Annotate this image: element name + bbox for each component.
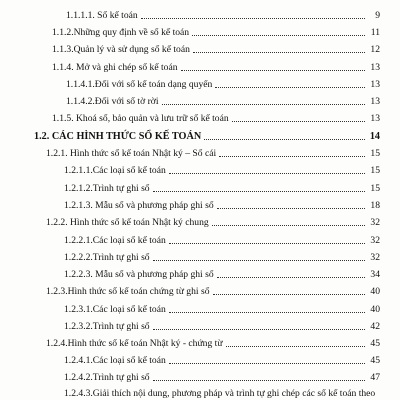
dot-leader: [153, 380, 365, 381]
toc-entry-page: 14: [369, 130, 380, 142]
toc-entry-1-2-4-2: [64, 370, 380, 384]
toc-entry-page: 9: [375, 9, 380, 21]
dot-leader: [217, 208, 365, 209]
toc-entry-page: 45: [370, 338, 380, 349]
toc-entry-label: 1.2.4.2.Trình tự ghi sổ: [64, 372, 150, 383]
toc-entry-page: 32: [370, 217, 380, 229]
toc-entry-1-2-3-1: [64, 302, 380, 316]
dot-leader: [153, 191, 365, 192]
toc-entry-1-1-4-2: [66, 94, 380, 108]
toc-entry-1-2-1-1: [64, 163, 380, 177]
toc-entry-label: 1.2.4.Hình thức sổ kế toán Nhật ký - chứng từ: [46, 338, 223, 349]
toc-entry-label: 1.2.3.2.Trình tự ghi sổ: [64, 321, 150, 332]
dot-leader: [213, 294, 366, 295]
toc-entry-label: 1.2.3.1.Các loại sổ kế toán: [64, 303, 166, 315]
toc-entry-1-2-2-3: [64, 267, 380, 281]
toc-entry-label: 1.1.1.1. Sổ kế toán: [66, 9, 138, 21]
toc-entry-label: 1.1.3.Quản lý và sử dụng sổ kế toán: [52, 44, 190, 56]
toc-entry-page: 32: [370, 251, 380, 263]
toc-entry-label: 1.1.4.1.Đối với sổ kế toán dạng quyển: [66, 78, 213, 90]
dot-leader: [141, 18, 365, 19]
toc-entry-label: 1.2.4.1.Các loại sổ kế toán: [64, 355, 166, 366]
toc-entry-page: 11: [370, 26, 380, 38]
dot-leader: [226, 346, 365, 347]
toc-entry-label: 1.2.1.2.Trình tự ghi sổ: [64, 182, 150, 194]
toc-entry-1-2-1-2: [64, 181, 380, 195]
toc-entry-label: 1.2.1. Hình thức sổ kế toán Nhật ký – Sổ cái: [46, 148, 217, 159]
toc-entry-1-2-2-2: [64, 250, 380, 264]
toc-entry-label: 1.2.2. Hình thức sổ kế toán Nhật ký chung: [46, 217, 209, 229]
toc-entry-1-2-3: [46, 284, 380, 298]
toc-entry-label: 1.2.4.3.Giải thích nội dung, phương pháp và trình tự ghi chép các sổ kế toán theo: [64, 388, 376, 399]
dot-leader: [153, 260, 365, 261]
toc-entry-1-2-2: [46, 215, 380, 229]
dot-leader: [193, 52, 365, 53]
toc-entry-page: 15: [370, 148, 380, 159]
toc-entry-page: 40: [370, 303, 380, 315]
toc-entry-1-2-3-2: [64, 319, 380, 333]
toc-entry-label: 1.2.1.3. Mẫu sổ và phương pháp ghi sổ: [64, 199, 214, 211]
toc-entry-label: 1.2.1.1.Các loại sổ kế toán: [64, 165, 166, 177]
toc-entry-page: 18: [370, 199, 380, 211]
toc-entry-page: 40: [370, 286, 380, 298]
dot-leader: [162, 104, 365, 105]
toc-entry-page: 13: [370, 78, 380, 90]
toc-entry-1-1-4-1: [66, 77, 380, 91]
dot-leader: [232, 121, 365, 122]
toc-entry-1-2-1-3: [64, 198, 380, 212]
toc-entry-page: 12: [370, 44, 380, 56]
dot-leader: [212, 225, 365, 226]
toc-entry-1-2-1: [46, 146, 380, 160]
toc-entry-page: 15: [370, 165, 380, 177]
toc-entry-page: 13: [370, 113, 380, 125]
dot-leader: [192, 35, 365, 36]
toc-entry-label: 1.1.5. Khoá sổ, bảo quản và lưu trữ sổ kế toán: [52, 113, 229, 125]
dot-leader: [169, 173, 365, 174]
dot-leader: [169, 363, 365, 364]
toc-entry-1-1-1-1: [66, 8, 380, 22]
toc-entry-page: 47: [370, 372, 380, 383]
dot-leader: [169, 243, 365, 244]
toc-entry-label: 1.1.4. Mở và ghi chép sổ kế toán: [52, 61, 178, 73]
toc-entry-label: 1.2.2.1.Các loại sổ kế toán: [64, 234, 166, 246]
toc-entry-1-2-4-3: [64, 386, 392, 400]
toc-entry-page: 15: [370, 182, 380, 194]
dot-leader: [219, 156, 365, 157]
toc-entry-1-2-4: [46, 336, 380, 350]
toc-entry-1-1-4: [52, 60, 380, 74]
toc-entry-page: 45: [370, 355, 380, 366]
toc-entry-page: 42: [370, 321, 380, 332]
toc-entry-page: 13: [370, 61, 380, 73]
toc-entry-1-2-heading: [34, 129, 380, 143]
toc-entry-page: 32: [370, 234, 380, 246]
dot-leader: [217, 277, 365, 278]
toc-entry-label: 1.1.4.2.Đối với sổ tờ rời: [66, 96, 159, 108]
toc-entry-label: 1.2.2.2.Trình tự ghi sổ: [64, 251, 150, 263]
toc-entry-label: 1.2. CÁC HÌNH THỨC SỔ KẾ TOÁN: [34, 130, 202, 142]
toc-entry-1-1-5: [52, 111, 380, 125]
toc-entry-page: 13: [370, 96, 380, 108]
toc-entry-label: 1.1.2.Những quy định về sổ kế toán: [52, 26, 190, 38]
dot-leader: [204, 139, 365, 140]
dot-leader: [169, 312, 365, 313]
toc-entry-page: 34: [370, 269, 380, 281]
toc-entry-label: 1.2.2.3. Mẫu sổ và phương pháp ghi sổ: [64, 269, 214, 281]
toc-entry-label: 1.2.3.Hình thức sổ kế toán chứng từ ghi sổ: [46, 286, 210, 298]
toc-entry-1-1-2: [52, 25, 380, 39]
toc-entry-1-1-3: [52, 42, 380, 56]
toc-entry-1-2-2-1: [64, 233, 380, 247]
dot-leader: [181, 70, 365, 71]
dot-leader: [153, 329, 365, 330]
toc-entry-1-2-4-1: [64, 353, 380, 367]
dot-leader: [215, 87, 365, 88]
